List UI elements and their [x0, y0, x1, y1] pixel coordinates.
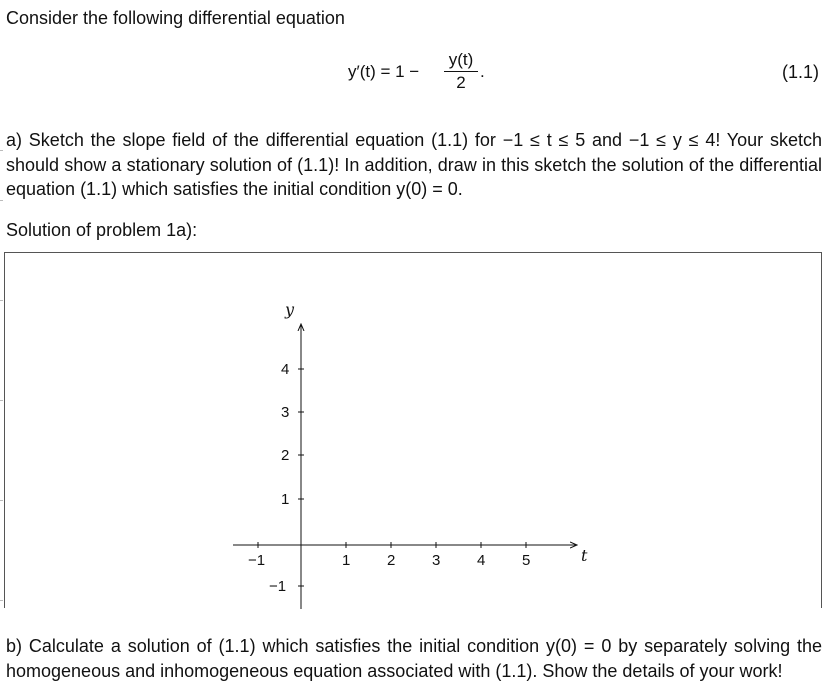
- y-tick-label: −1: [269, 578, 287, 595]
- equation-denominator: 2: [456, 73, 466, 92]
- y-tick-label: 1: [281, 491, 290, 508]
- coordinate-axes: [5, 253, 823, 609]
- t-tick-label: 4: [477, 552, 486, 569]
- t-tick-label: 2: [387, 552, 396, 569]
- sketch-area[interactable]: [4, 252, 822, 608]
- solution-label: Solution of problem 1a):: [6, 220, 198, 240]
- equation-fraction: [444, 50, 478, 93]
- t-tick-label: 3: [432, 552, 441, 569]
- y-axis-label: y: [285, 300, 295, 319]
- y-tick-label: 3: [281, 404, 290, 421]
- part-a-text: a) Sketch the slope field of the differential equation (1.1) for −1 ≤ t ≤ 5 and −1 ≤ y ≤ 4! Your sketch should show a stationary solution of (1.1)! In addition, draw in this sketch the solution of the differential equation (1.1) which satisfies the initial condition y(0) = 0.: [6, 130, 822, 199]
- t-axis-label: t: [581, 546, 588, 565]
- part-b-text: b) Calculate a solution of (1.1) which satisfies the initial condition y(0) = 0 by separately solving the homogeneous and inhomogeneous equation associated with (1.1). Show the details of your work!: [6, 636, 822, 681]
- t-tick-label: 5: [522, 552, 531, 569]
- equation-numerator: y(t): [448, 50, 474, 69]
- equation-number: (1.1): [781, 62, 819, 82]
- t-tick-label: −1: [248, 552, 266, 569]
- equation-lhs: y′(t) = 1 −: [348, 62, 420, 81]
- y-tick-label: 2: [281, 447, 290, 464]
- y-tick-label: 4: [281, 361, 290, 378]
- t-tick-label: 1: [342, 552, 351, 569]
- equation-end: .: [480, 62, 485, 81]
- margin-marks: [0, 0, 3, 682]
- fraction-bar: [444, 71, 478, 72]
- intro-text: Consider the following differential equation: [6, 8, 345, 28]
